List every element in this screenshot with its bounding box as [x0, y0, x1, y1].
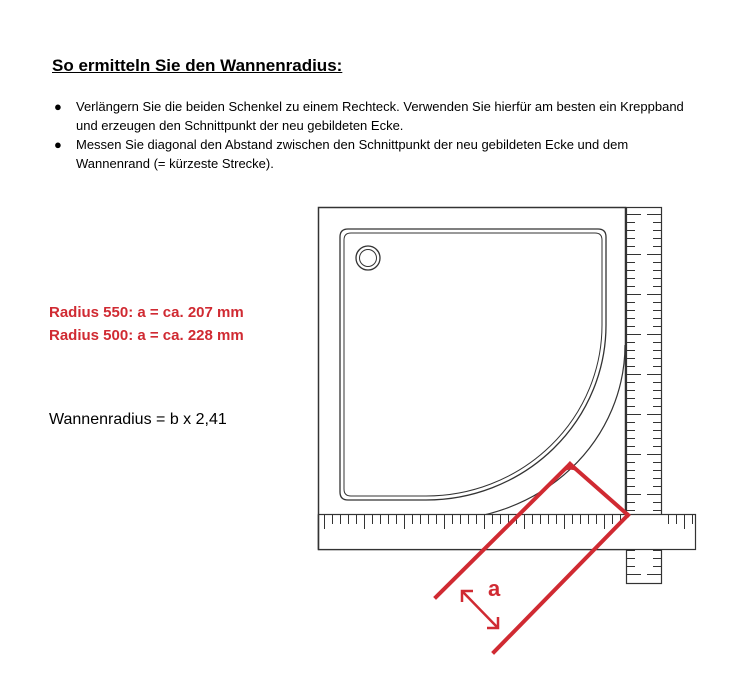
drain-inner	[360, 250, 377, 267]
radius-formula: Wannenradius = b x 2,41	[49, 411, 227, 428]
instruction-text: Messen Sie diagonal den Abstand zwischen den Schnittpunkt der neu gebildeten Ecke und dem Wannenrand (= kürzeste Strecke).	[76, 137, 629, 171]
bullet-icon: ●	[54, 99, 62, 114]
measure-label-a: a	[488, 576, 501, 601]
bullet-icon: ●	[54, 137, 62, 152]
radius-550-value: Radius 550: a = ca. 207 mm	[49, 304, 244, 321]
angle-dot-icon	[568, 465, 573, 470]
radius-500-value: Radius 500: a = ca. 228 mm	[49, 327, 244, 344]
instruction-text: Verlängern Sie die beiden Schenkel zu einem Rechteck. Verwenden Sie hierfür am besten ein Kreppband und erzeugen den Schnittpunkt der neu gebildeten Ecke.	[76, 99, 684, 133]
page-title: So ermitteln Sie den Wannenradius:	[52, 56, 343, 75]
horizontal-ruler	[319, 515, 696, 550]
